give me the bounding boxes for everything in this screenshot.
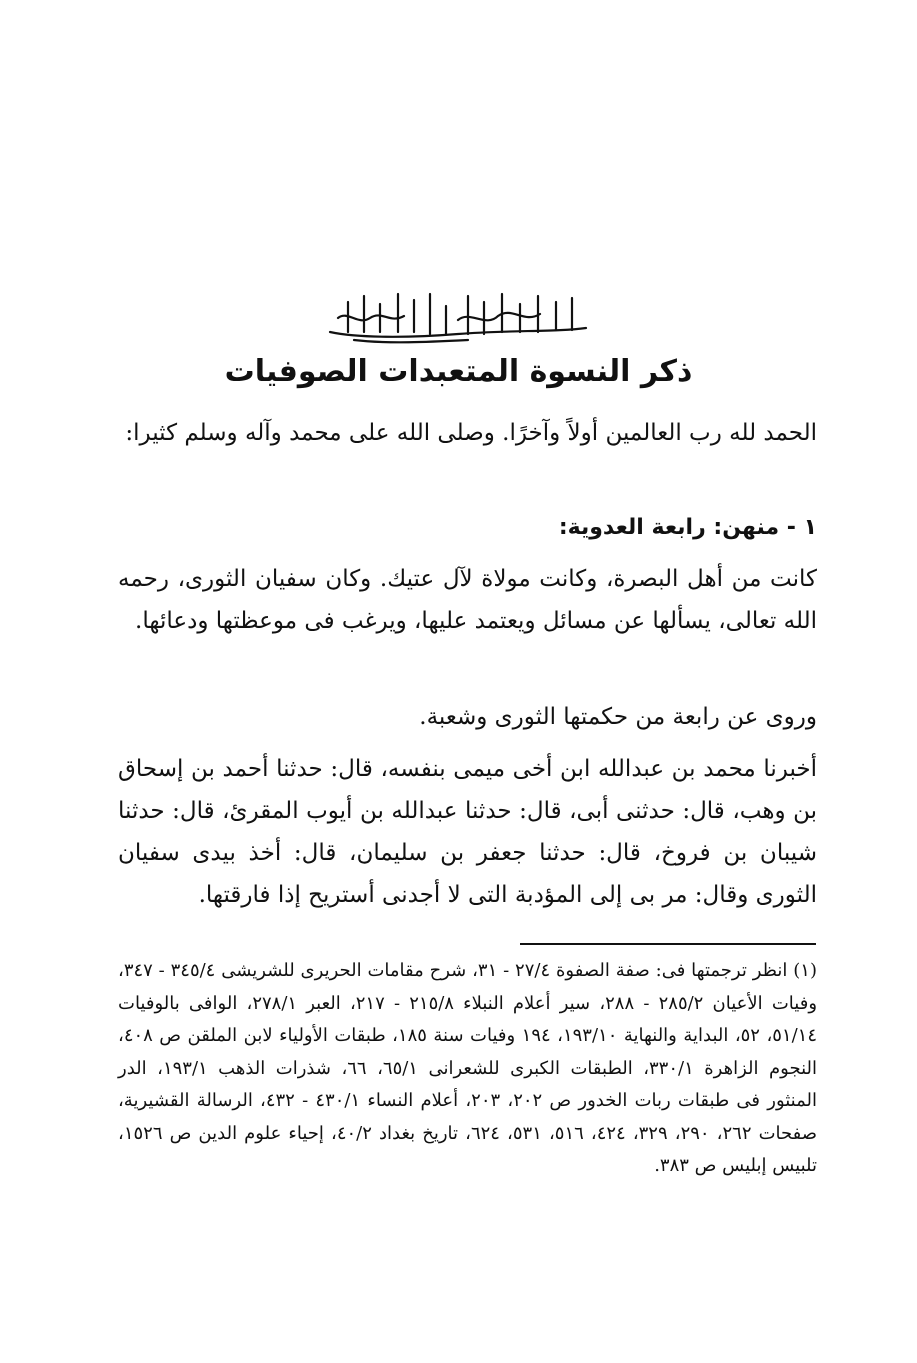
intro-paragraph: الحمد لله رب العالمين أولاً وآخرًا. وصلى الله على محمد وآله وسلم كثيرا: — [125, 420, 817, 446]
entry-heading: ١ - منهن: رابعة العدوية: — [558, 515, 817, 540]
footnote-divider — [520, 943, 816, 945]
paragraph-2: وروى عن رابعة من حكمتها الثورى وشعبة. — [419, 704, 817, 730]
footnote: (١) انظر ترجمتها فى: صفة الصفوة ٢٧/٤ - ٣١، شرح مقامات الحريرى للشريشى ٣٤٥/٤ - ٣٤٧، وفيات الأعيان ٢٨٥/٢ - ٢٨٨، سير أعلام النبلاء ٢١٥/٨ - ٢١٧، العبر ٢٧٨/١، الوافى بالوفيات ٥١/١٤، ٥٢، البداية والنهاية ١٩٣/١٠، ١٩٤ وفيات سنة ١٨٥، طبقات الأولياء لابن الملقن ص ٤٠٨، النجوم الزاهرة ٣٣٠/١، الطبقات الكبرى للشعرانى ٦٥/١، ٦٦، شذرات الذهب ١٩٣/١، الدر المنثور فى طبقات ربات الخدور ص ٢٠٢، ٢٠٣، أعلام النساء ٤٣٠/١ - ٤٣٢، الرسالة القشيرية، صفحات ٢٦٢، ٢٩٠، ٣٢٩، ٤٢٤، ٥١٦، ٥٣١، ٦٢٤، تاريخ بغداد ٤٠/٢، إحياء علوم الدين ص ١٥٢٦، تلبيس إبليس ص ٣٨٣. — [118, 960, 818, 1176]
paragraph-1: كانت من أهل البصرة، وكانت مولاة لآل عتيك. وكان سفيان الثورى، رحمه الله تعالى، يسألها عن مسائل ويعتمد عليها، ويرغب فى موعظتها ودعائها. — [118, 566, 817, 634]
page-title: ذكر النسوة المتعبدات الصوفيات — [224, 354, 693, 389]
basmala-calligraphy-icon — [318, 288, 598, 344]
paragraph-3: أخبرنا محمد بن عبدالله ابن أخى ميمى بنفسه، قال: حدثنا أحمد بن إسحاق بن وهب، قال: حدثنى أبى، قال: حدثنا عبدالله بن أيوب المقرئ، قال: حدثنا شيبان بن فروخ، قال: حدثنا جعفر بن سليمان، قال: أخذ بيدى سفيان الثورى وقال: مر بى إلى المؤدبة التى لا أجدنى أستريح إذا فارقتها. — [118, 756, 817, 908]
